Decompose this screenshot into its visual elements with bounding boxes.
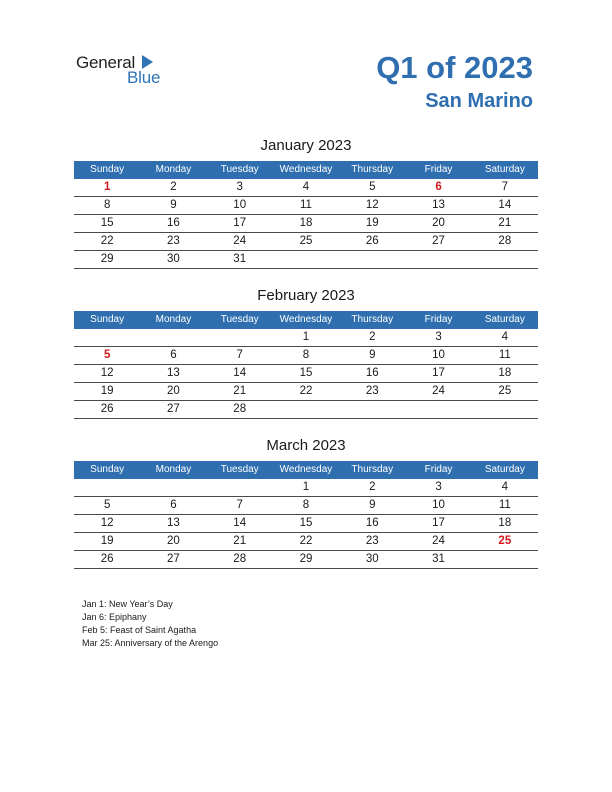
day-cell: 8 <box>103 199 111 211</box>
weekday-label: Wednesday <box>279 314 333 325</box>
empty-day-cell <box>74 479 140 496</box>
week-row <box>74 251 538 269</box>
day-cell: 12 <box>100 367 114 379</box>
day-cell: 13 <box>432 199 445 211</box>
day-cell: 20 <box>432 217 445 229</box>
logo-general-text: General <box>76 53 136 72</box>
day-cell: 14 <box>233 517 247 529</box>
holiday-note: Mar 25: Anniversary of the Arengo <box>82 638 219 648</box>
weekday-label: Saturday <box>484 314 525 325</box>
day-cell: 20 <box>167 385 180 397</box>
holiday-note: Jan 1: New Year’s Day <box>82 599 173 609</box>
day-cell: 19 <box>100 385 114 397</box>
week-row <box>74 179 538 197</box>
day-cell: 6 <box>170 499 177 511</box>
day-cell: 23 <box>167 235 180 247</box>
day-cell: 3 <box>435 331 442 343</box>
day-cell: 20 <box>167 535 180 547</box>
day-cell: 9 <box>170 199 177 211</box>
weekday-label: Friday <box>424 164 453 175</box>
empty-day-cell <box>140 479 206 496</box>
empty-day-cell <box>207 479 273 496</box>
day-cell: 25 <box>299 235 313 247</box>
day-cell: 21 <box>498 217 512 229</box>
weekday-label: Friday <box>424 464 453 475</box>
week-row <box>74 515 538 533</box>
week-row <box>74 551 538 569</box>
day-cell: 24 <box>432 535 445 547</box>
weekday-label: Monday <box>155 464 192 475</box>
month-calendar <box>74 287 538 419</box>
weekday-header <box>74 311 538 329</box>
holiday-notes <box>82 598 218 650</box>
day-cell: 13 <box>167 367 180 379</box>
day-cell: 28 <box>498 235 512 247</box>
day-cell: 3 <box>435 481 442 493</box>
weekday-label: Thursday <box>351 164 394 175</box>
day-cell: 24 <box>233 235 247 247</box>
day-cell: 26 <box>100 553 114 565</box>
day-cell: 30 <box>365 553 379 565</box>
month-title: February 2023 <box>257 287 355 304</box>
day-cell: 4 <box>302 181 310 193</box>
day-cell: 9 <box>369 499 376 511</box>
day-cell: 1 <box>302 481 310 493</box>
week-row <box>74 497 538 515</box>
weekday-label: Wednesday <box>279 164 333 175</box>
weekday-label: Sunday <box>90 164 125 175</box>
day-cell: 7 <box>501 181 509 193</box>
weekday-label: Saturday <box>484 164 525 175</box>
month-title: January 2023 <box>260 137 352 154</box>
day-cell: 22 <box>299 385 313 397</box>
week-row <box>74 383 538 401</box>
weekday-label: Wednesday <box>279 464 333 475</box>
weekday-label: Friday <box>424 314 453 325</box>
day-cell: 18 <box>299 217 313 229</box>
week-row <box>74 329 538 347</box>
day-cell: 14 <box>233 367 247 379</box>
day-cell: 15 <box>299 367 313 379</box>
weekday-label: Monday <box>155 164 192 175</box>
day-cell: 2 <box>369 481 376 493</box>
day-cell: 31 <box>432 553 445 565</box>
holiday-day-cell: 5 <box>103 349 111 361</box>
day-cell: 19 <box>100 535 114 547</box>
holiday-day-cell: 1 <box>103 181 111 193</box>
week-row <box>74 479 538 497</box>
weekday-header <box>74 161 538 179</box>
day-cell: 16 <box>365 367 379 379</box>
day-cell: 22 <box>100 235 114 247</box>
day-cell: 12 <box>100 517 114 529</box>
day-cell: 21 <box>233 535 247 547</box>
day-cell: 12 <box>365 199 379 211</box>
weekday-label: Sunday <box>90 464 125 475</box>
day-cell: 18 <box>498 367 512 379</box>
weekday-header <box>74 461 538 479</box>
day-cell: 7 <box>236 349 243 361</box>
empty-day-cell <box>273 251 339 268</box>
day-cell: 1 <box>302 331 310 343</box>
week-row <box>74 215 538 233</box>
empty-day-cell <box>140 329 206 346</box>
day-cell: 26 <box>100 403 114 415</box>
day-cell: 17 <box>233 217 247 229</box>
day-cell: 11 <box>300 199 312 211</box>
day-cell: 2 <box>369 331 376 343</box>
month-calendar <box>74 437 538 569</box>
day-cell: 19 <box>365 217 379 229</box>
empty-day-cell <box>472 401 538 418</box>
weekday-label: Monday <box>155 314 192 325</box>
empty-day-cell <box>472 251 538 268</box>
week-row <box>74 347 538 365</box>
week-row <box>74 197 538 215</box>
day-cell: 14 <box>498 199 512 211</box>
empty-day-cell <box>405 251 471 268</box>
day-cell: 5 <box>369 181 376 193</box>
holiday-day-cell: 25 <box>498 535 512 547</box>
day-cell: 10 <box>432 349 445 361</box>
empty-day-cell <box>273 401 339 418</box>
weekday-label: Sunday <box>90 314 125 325</box>
day-cell: 28 <box>233 553 247 565</box>
logo <box>76 53 176 89</box>
day-cell: 10 <box>432 499 445 511</box>
month-title: March 2023 <box>266 437 346 454</box>
day-cell: 11 <box>498 349 511 361</box>
country-name: San Marino <box>425 90 533 112</box>
day-cell: 13 <box>167 517 180 529</box>
weekday-label: Thursday <box>351 464 394 475</box>
week-row <box>74 401 538 419</box>
empty-day-cell <box>74 329 140 346</box>
month-calendar <box>74 137 538 269</box>
day-cell: 11 <box>498 499 511 511</box>
day-cell: 4 <box>501 331 509 343</box>
day-cell: 17 <box>432 367 445 379</box>
day-cell: 2 <box>170 181 177 193</box>
day-cell: 4 <box>501 481 509 493</box>
week-row <box>74 533 538 551</box>
day-cell: 8 <box>302 499 310 511</box>
day-cell: 29 <box>299 553 313 565</box>
day-cell: 24 <box>432 385 445 397</box>
day-cell: 6 <box>170 349 177 361</box>
day-cell: 31 <box>233 253 247 265</box>
day-cell: 16 <box>365 517 379 529</box>
day-cell: 29 <box>100 253 114 265</box>
weekday-label: Tuesday <box>220 314 259 325</box>
weekday-label: Tuesday <box>220 164 259 175</box>
day-cell: 21 <box>233 385 247 397</box>
empty-day-cell <box>207 329 273 346</box>
day-cell: 23 <box>365 535 379 547</box>
holiday-note: Feb 5: Feast of Saint Agatha <box>82 625 197 635</box>
weekday-label: Thursday <box>351 314 394 325</box>
day-cell: 27 <box>432 235 445 247</box>
day-cell: 27 <box>167 403 180 415</box>
week-row <box>74 233 538 251</box>
day-cell: 15 <box>299 517 313 529</box>
day-cell: 10 <box>233 199 247 211</box>
day-cell: 22 <box>299 535 313 547</box>
week-row <box>74 365 538 383</box>
day-cell: 17 <box>432 517 445 529</box>
day-cell: 26 <box>365 235 379 247</box>
day-cell: 7 <box>236 499 243 511</box>
day-cell: 15 <box>100 217 114 229</box>
holiday-day-cell: 6 <box>435 181 442 193</box>
day-cell: 5 <box>103 499 111 511</box>
day-cell: 23 <box>365 385 379 397</box>
weekday-label: Tuesday <box>220 464 259 475</box>
page-title: Q1 of 2023 <box>376 50 533 85</box>
day-cell: 28 <box>233 403 247 415</box>
day-cell: 3 <box>236 181 243 193</box>
day-cell: 9 <box>369 349 376 361</box>
empty-day-cell <box>472 551 538 568</box>
day-cell: 8 <box>302 349 310 361</box>
logo-flag-icon <box>142 55 153 69</box>
logo-blue-text: Blue <box>127 68 161 87</box>
empty-day-cell <box>339 251 405 268</box>
holiday-note: Jan 6: Epiphany <box>82 612 147 622</box>
weekday-label: Saturday <box>484 464 525 475</box>
empty-day-cell <box>339 401 405 418</box>
day-cell: 25 <box>498 385 512 397</box>
day-cell: 18 <box>498 517 512 529</box>
day-cell: 27 <box>167 553 180 565</box>
day-cell: 16 <box>167 217 180 229</box>
empty-day-cell <box>405 401 471 418</box>
day-cell: 30 <box>167 253 180 265</box>
